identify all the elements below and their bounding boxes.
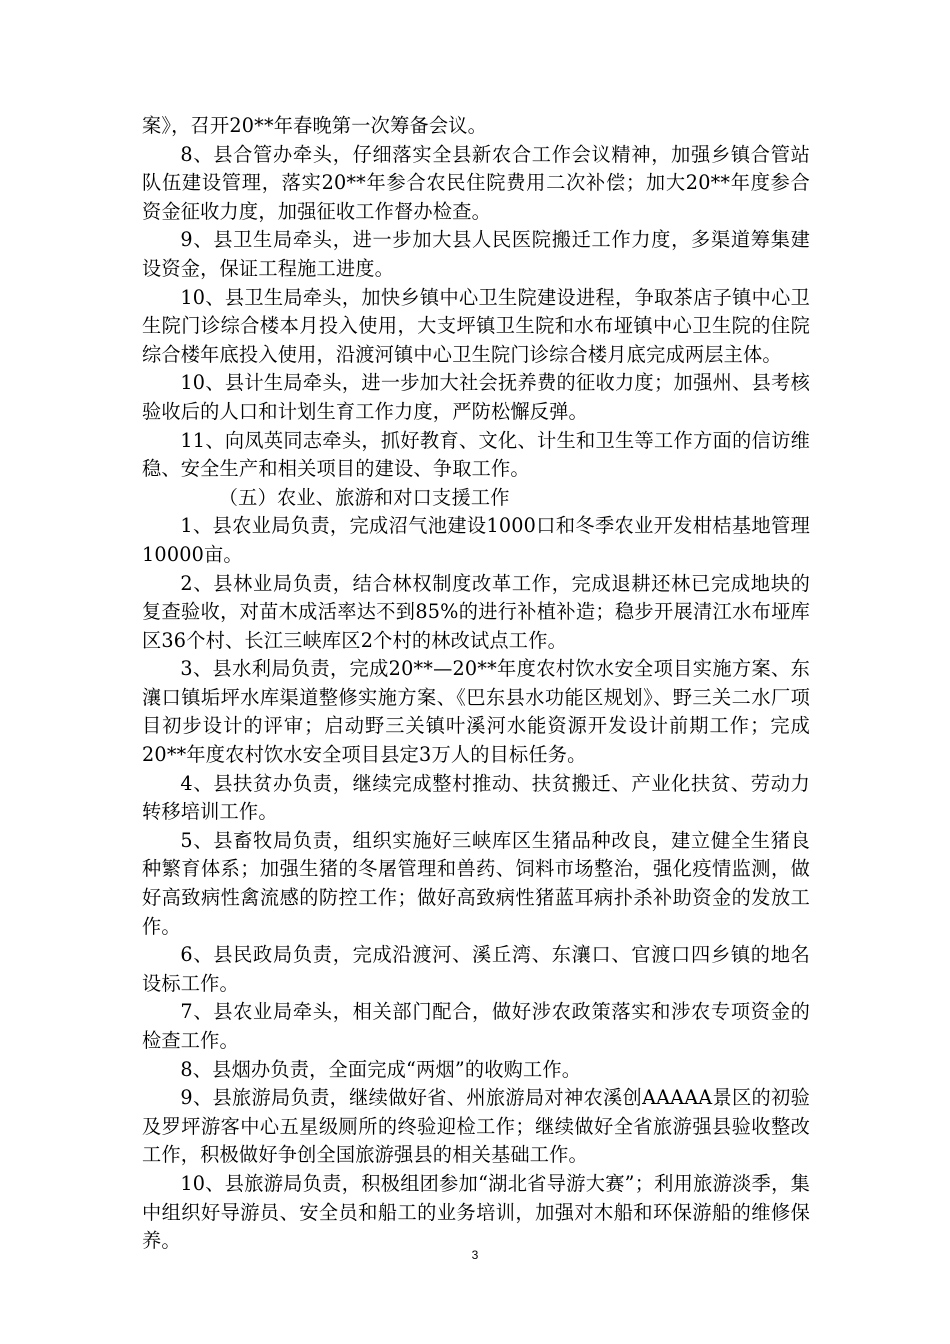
document-body	[142, 112, 810, 1256]
paragraph-item-5-animal-husbandry: 5、县畜牧局负责，组织实施好三峡库区生猪品种改良，建立健全生猪良种繁育体系；加强生猪的冬屠管理和兽药、饲料市场整治，强化疫情监测，做好高致病性禽流感的防控工作；做好高致病性猪蓝耳病扑杀补助资金的发放工作。	[142, 828, 810, 938]
page-number: 3	[471, 1248, 479, 1262]
section-heading-agriculture-tourism: （五）农业、旅游和对口支援工作	[218, 485, 510, 509]
paragraph-item-3-water-resources: 3、县水利局负责，完成20**—20**年度农村饮水安全项目实施方案、东瀼口镇垢坪水库渠道整修实施方案、《巴东县水功能区规划》、野三关二水厂项目初步设计的评审；启动野三关镇叶溪河水能资源开发设计前期工作；完成20**年度农村饮水安全项目县定3万人的目标任务。	[142, 657, 810, 767]
paragraph-item-7-agricultural-policy: 7、县农业局牵头，相关部门配合，做好涉农政策落实和涉农专项资金的检查工作。	[142, 1000, 810, 1052]
paragraph-item-11-petition-stability: 11、向凤英同志牵头，抓好教育、文化、计生和卫生等工作方面的信访维稳、安全生产和相关项目的建设、争取工作。	[142, 428, 810, 481]
paragraph-item-2-forestry: 2、县林业局负责，结合林权制度改革工作，完成退耕还林已完成地块的复查验收，对苗木成活率达不到85%的进行补植补造；稳步开展清江水布垭库区36个村、长江三峡库区2个村的林改试点工作。	[142, 571, 810, 652]
paragraph-item-1-agriculture: 1、县农业局负责，完成沼气池建设1000口和冬季农业开发柑桔基地管理10000亩。	[142, 514, 810, 566]
paragraph-continuation: 案》，召开20**年春晚第一次筹备会议。	[142, 114, 488, 137]
paragraph-item-9-hospital-relocation: 9、县卫生局牵头，进一步加大县人民医院搬迁工作力度，多渠道筹集建设资金，保证工程施工进度。	[142, 228, 810, 280]
paragraph-item-8-tobacco: 8、县烟办负责，全面完成“两烟”的收购工作。	[180, 1057, 582, 1081]
paragraph-item-10-township-health-centers: 10、县卫生局牵头，加快乡镇中心卫生院建设进程，争取茶店子镇中心卫生院门诊综合楼本月投入使用，大支坪镇卫生院和水布垭镇中心卫生院的住院综合楼年底投入使用，沿渡河镇中心卫生院门诊综合楼月底完成两层主体。	[142, 285, 810, 366]
paragraph-item-10-tour-guide-contest: 10、县旅游局负责，积极组团参加“湖北省导游大赛”；利用旅游淡季，集中组织好导游员、安全员和船工的业务培训，加强对木船和环保游船的维修保养。	[142, 1171, 810, 1253]
paragraph-item-4-poverty-alleviation: 4、县扶贫办负责，继续完成整村推动、扶贫搬迁、产业化扶贫、劳动力转移培训工作。	[142, 771, 810, 824]
paragraph-item-8-cooperative-medical: 8、县合管办牵头，仔细落实全县新农合工作会议精神，加强乡镇合管站队伍建设管理，落实20**年参合农民住院费用二次补偿；加大20**年度参合资金征收力度，加强征收工作督办检查。	[142, 142, 810, 223]
paragraph-item-9-tourism-inspection: 9、县旅游局负责，继续做好省、州旅游局对神农溪创AAAAA景区的初验及罗坪游客中心五星级厕所的终验迎检工作；继续做好全省旅游强县验收整改工作，积极做好争创全国旅游强县的相关基础工作。	[142, 1086, 810, 1167]
paragraph-item-10-family-planning: 10、县计生局牵头，进一步加大社会抚养费的征收力度；加强州、县考核验收后的人口和计划生育工作力度，严防松懈反弹。	[142, 371, 810, 423]
paragraph-item-6-civil-affairs: 6、县民政局负责，完成沿渡河、溪丘湾、东瀼口、官渡口四乡镇的地名设标工作。	[142, 943, 810, 995]
